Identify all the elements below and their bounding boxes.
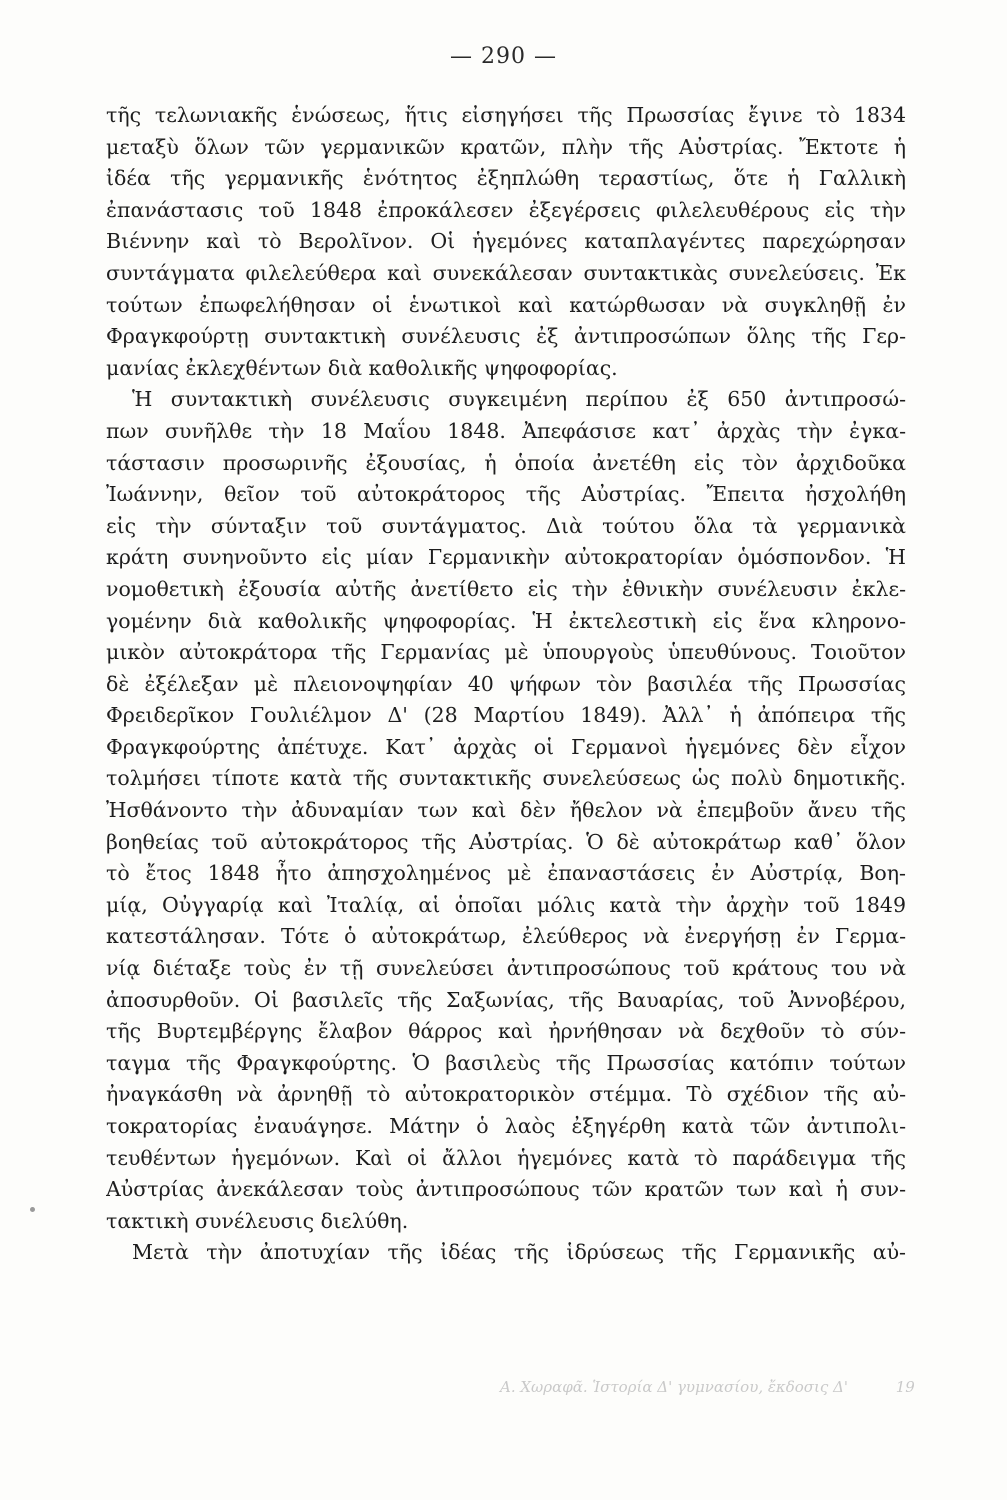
text-line: ἠναγκάσθη νὰ ἀρνηθῇ τὸ αὐτοκρατορικὸν στέμμα. Τὸ σχέδιον τῆς αὐ- bbox=[106, 1082, 906, 1107]
text-line: τευθέντων ἡγεμόνων. Καὶ οἱ ἄλλοι ἡγεμόνες κατὰ τὸ παράδειγμα τῆς bbox=[106, 1145, 906, 1170]
text-line: τολμήσει τίποτε κατὰ τῆς συντακτικῆς συνελεύσεως ὡς πολὺ δημοτικῆς. bbox=[106, 766, 906, 791]
text-line: μίᾳ, Οὐγγαρίᾳ καὶ Ἰταλίᾳ, αἱ ὁποῖαι μόλις κατὰ τὴν ἀρχὴν τοῦ 1849 bbox=[106, 892, 906, 917]
text-line: πων συνῆλθε τὴν 18 Μαΐου 1848. Ἀπεφάσισε κατ᾽ ἀρχὰς τὴν ἐγκα- bbox=[106, 418, 906, 443]
text-line: κράτη συνηνοῦντο εἰς μίαν Γερμανικὴν αὐτοκρατορίαν ὁμόσπονδον. Ἡ bbox=[106, 545, 906, 570]
text-line: βοηθείας τοῦ αὐτοκράτορος τῆς Αὐστρίας. Ὁ δὲ αὐτοκράτωρ καθ᾽ ὅλον bbox=[106, 829, 906, 854]
text-line: γομένην διὰ καθολικῆς ψηφοφορίας. Ἡ ἐκτελεστικὴ εἰς ἕνα κληρονο- bbox=[106, 608, 906, 633]
text-line: ἀποσυρθοῦν. Οἱ βασιλεῖς τῆς Σαξωνίας, τῆς Βαυαρίας, τοῦ Ἀννοβέρου, bbox=[106, 987, 906, 1012]
text-line: κατεστάλησαν. Τότε ὁ αὐτοκράτωρ, ἐλεύθερος νὰ ἐνεργήσῃ ἐν Γερμα- bbox=[106, 924, 906, 949]
text-line: Ἡ συντακτικὴ συνέλευσις συγκειμένη περίπου ἐξ 650 ἀντιπροσώ- bbox=[132, 387, 906, 412]
text-line: νομοθετικὴ ἐξουσία αὐτῆς ἀνετίθετο εἰς τὴν ἐθνικὴν συνέλευσιν ἐκλε- bbox=[106, 576, 906, 601]
text-line: Βιέννην καὶ τὸ Βερολῖνον. Οἱ ἡγεμόνες καταπλαγέντες παρεχώρησαν bbox=[106, 229, 906, 254]
text-line: Αὐστρίας ἀνεκάλεσαν τοὺς ἀντιπροσώπους τῶν κρατῶν των καὶ ἡ συν- bbox=[106, 1177, 906, 1202]
page-number: — 290 — bbox=[450, 44, 557, 69]
text-line: τοκρατορίας ἐναυάγησε. Μάτην ὁ λαὸς ἐξηγέρθη κατὰ τῶν ἀντιπολι- bbox=[106, 1114, 906, 1138]
text-line: μανίας ἐκλεχθέντων διὰ καθολικῆς ψηφοφορίας. bbox=[106, 355, 618, 380]
body-text bbox=[106, 100, 906, 1269]
text-line: τὸ ἔτος 1848 ἦτο ἀπησχολημένος μὲ ἐπαναστάσεις ἐν Αὐστρίᾳ, Βοη- bbox=[106, 861, 906, 886]
text-line: συντάγματα φιλελεύθερα καὶ συνεκάλεσαν συντακτικὰς συνελεύσεις. Ἐκ bbox=[106, 260, 906, 285]
footer-mark: A. Χωραφᾶ. Ἱστορία Δ' γυμνασίου, ἔκδοσις Δ' bbox=[500, 1378, 849, 1396]
text-line: Φραγκφούρτῃ συντακτικὴ συνέλευσις ἐξ ἀντιπροσώπων ὅλης τῆς Γερ- bbox=[106, 324, 906, 349]
text-line: Μετὰ τὴν ἀποτυχίαν τῆς ἰδέας τῆς ἱδρύσεως τῆς Γερμανικῆς αὐ- bbox=[132, 1240, 906, 1265]
text-line: νίᾳ διέταξε τοὺς ἐν τῇ συνελεύσει ἀντιπροσώπους τοῦ κράτους του νὰ bbox=[106, 956, 906, 981]
text-line: ἰδέα τῆς γερμανικῆς ἑνότητος ἐξηπλώθη τεραστίως, ὅτε ἡ Γαλλικὴ bbox=[106, 166, 906, 191]
text-line: ἐπανάστασις τοῦ 1848 ἐπροκάλεσεν ἐξεγέρσεις φιλελευθέρους εἰς τὴν bbox=[106, 197, 906, 222]
text-line: τακτικὴ συνέλευσις διελύθη. bbox=[106, 1208, 409, 1233]
text-line: μεταξὺ ὅλων τῶν γερμανικῶν κρατῶν, πλὴν τῆς Αὐστρίας. Ἔκτοτε ἡ bbox=[106, 134, 906, 159]
text-line: τῆς Βυρτεμβέργης ἔλαβον θάρρος καὶ ἠρνήθησαν νὰ δεχθοῦν τὸ σύν- bbox=[106, 1019, 906, 1044]
text-line: τάστασιν προσωρινῆς ἐξουσίας, ἡ ὁποία ἀνετέθη εἰς τὸν ἀρχιδοῦκα bbox=[106, 450, 906, 475]
text-line: Φραγκφούρτης ἀπέτυχε. Κατ᾽ ἀρχὰς οἱ Γερμανοὶ ἡγεμόνες δὲν εἶχον bbox=[106, 734, 906, 759]
text-line: εἰς τὴν σύνταξιν τοῦ συντάγματος. Διὰ τούτου ὅλα τὰ γερμανικὰ bbox=[106, 513, 906, 538]
bleed-through-footer bbox=[500, 1378, 915, 1396]
text-line: τούτων ἐπωφελήθησαν οἱ ἑνωτικοὶ καὶ κατώρθωσαν νὰ συγκληθῇ ἐν bbox=[106, 292, 906, 317]
text-line: Ἠσθάνοντο τὴν ἀδυναμίαν των καὶ δὲν ἤθελον νὰ ἐπεμβοῦν ἄνευ τῆς bbox=[106, 798, 906, 823]
text-line: δὲ ἐξέλεξαν μὲ πλειονοψηφίαν 40 ψήφων τὸν βασιλέα τῆς Πρωσσίας bbox=[106, 671, 906, 696]
text-line: μικὸν αὐτοκράτορα τῆς Γερμανίας μὲ ὑπουργοὺς ὑπευθύνους. Τοιοῦτον bbox=[106, 640, 906, 665]
text-line: ταγμα τῆς Φραγκφούρτης. Ὁ βασιλεὺς τῆς Πρωσσίας κατόπιν τούτων bbox=[106, 1050, 906, 1075]
text-line: Φρειδερῖκον Γουλιέλμον Δ' (28 Μαρτίου 1849). Ἀλλ᾽ ἡ ἀπόπειρα τῆς bbox=[106, 703, 906, 728]
text-line: Ἰωάννην, θεῖον τοῦ αὐτοκράτορος τῆς Αὐστρίας. Ἔπειτα ἠσχολήθη bbox=[106, 482, 906, 507]
footer-number: 19 bbox=[895, 1378, 915, 1396]
margin-mark bbox=[30, 1207, 35, 1212]
text-line: τῆς τελωνιακῆς ἑνώσεως, ἥτις εἰσηγήσει τῆς Πρωσσίας ἔγινε τὸ 1834 bbox=[106, 103, 906, 127]
